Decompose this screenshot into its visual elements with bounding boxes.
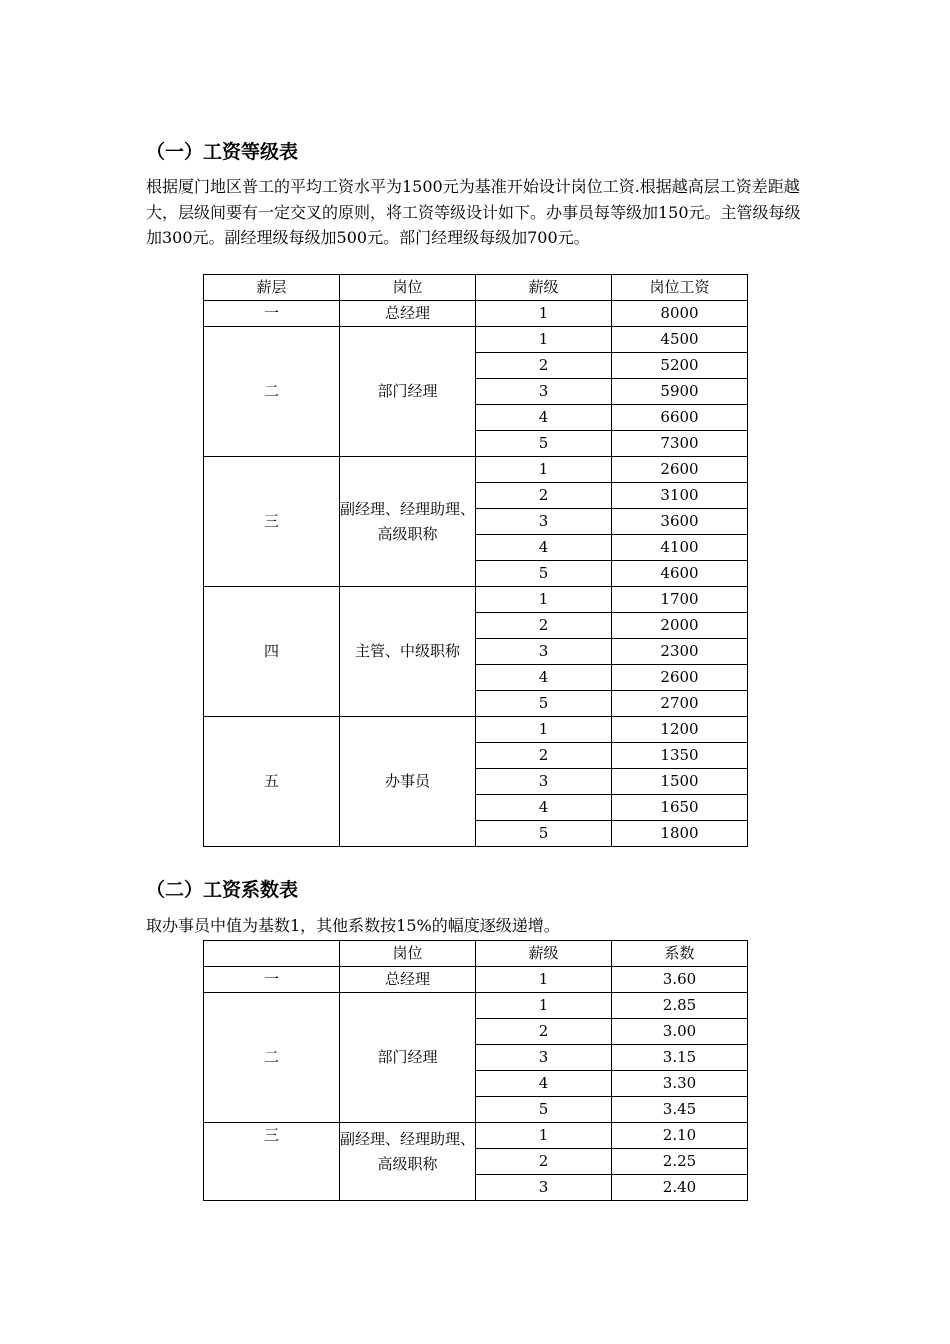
grade-cell: 2 — [476, 353, 612, 379]
grade-cell: 5 — [476, 431, 612, 457]
grade-cell: 3 — [476, 379, 612, 405]
value-cell: 1200 — [612, 717, 748, 743]
value-cell: 3.15 — [612, 1045, 748, 1071]
grade-cell: 5 — [476, 691, 612, 717]
value-cell: 7300 — [612, 431, 748, 457]
column-header: 岗位 — [340, 275, 476, 301]
value-cell: 5900 — [612, 379, 748, 405]
grade-cell: 2 — [476, 1149, 612, 1175]
position-cell: 总经理 — [340, 967, 476, 993]
value-cell: 3600 — [612, 509, 748, 535]
column-header — [204, 941, 340, 967]
value-cell: 3.60 — [612, 967, 748, 993]
column-header: 系数 — [612, 941, 748, 967]
table-row — [204, 717, 748, 743]
grade-cell: 1 — [476, 717, 612, 743]
grade-cell: 2 — [476, 743, 612, 769]
salary-coefficient-table — [203, 940, 748, 1201]
value-cell: 4500 — [612, 327, 748, 353]
value-cell: 1350 — [612, 743, 748, 769]
tier-cell: 一 — [204, 967, 340, 993]
grade-cell: 4 — [476, 1071, 612, 1097]
grade-cell: 4 — [476, 795, 612, 821]
grade-cell: 3 — [476, 1045, 612, 1071]
value-cell: 2.85 — [612, 993, 748, 1019]
column-header: 岗位工资 — [612, 275, 748, 301]
column-header: 岗位 — [340, 941, 476, 967]
tier-cell: 三 — [204, 1123, 340, 1201]
position-cell: 副经理、经理助理、高级职称 — [340, 1123, 476, 1201]
grade-cell: 3 — [476, 769, 612, 795]
grade-cell: 3 — [476, 639, 612, 665]
table-row — [204, 1123, 748, 1149]
value-cell: 2300 — [612, 639, 748, 665]
position-cell: 办事员 — [340, 717, 476, 847]
position-cell: 总经理 — [340, 301, 476, 327]
table-row — [204, 993, 748, 1019]
table-row — [204, 967, 748, 993]
section-1-heading: （一）工资等级表 — [146, 141, 299, 163]
grade-cell: 1 — [476, 457, 612, 483]
tier-cell: 二 — [204, 327, 340, 457]
section-2-paragraph: 取办事员中值为基数1，其他系数按15%的幅度逐级递增。 — [146, 916, 560, 935]
grade-cell: 4 — [476, 405, 612, 431]
salary-grade-table — [203, 274, 748, 847]
position-cell: 副经理、经理助理、高级职称 — [340, 457, 476, 587]
grade-cell: 3 — [476, 509, 612, 535]
value-cell: 3.45 — [612, 1097, 748, 1123]
column-header: 薪级 — [476, 941, 612, 967]
grade-cell: 5 — [476, 821, 612, 847]
grade-cell: 2 — [476, 1019, 612, 1045]
tier-cell: 三 — [204, 457, 340, 587]
column-header: 薪级 — [476, 275, 612, 301]
value-cell: 3100 — [612, 483, 748, 509]
grade-cell: 4 — [476, 535, 612, 561]
grade-cell: 5 — [476, 1097, 612, 1123]
grade-cell: 1 — [476, 587, 612, 613]
value-cell: 4600 — [612, 561, 748, 587]
tier-cell: 五 — [204, 717, 340, 847]
grade-cell: 2 — [476, 613, 612, 639]
tier-cell: 二 — [204, 993, 340, 1123]
value-cell: 3.30 — [612, 1071, 748, 1097]
grade-cell: 2 — [476, 483, 612, 509]
value-cell: 2000 — [612, 613, 748, 639]
grade-cell: 1 — [476, 993, 612, 1019]
column-header: 薪层 — [204, 275, 340, 301]
value-cell: 1650 — [612, 795, 748, 821]
value-cell: 2600 — [612, 457, 748, 483]
position-cell: 主管、中级职称 — [340, 587, 476, 717]
table-row — [204, 457, 748, 483]
grade-cell: 1 — [476, 301, 612, 327]
value-cell: 2.40 — [612, 1175, 748, 1201]
table-row — [204, 327, 748, 353]
value-cell: 4100 — [612, 535, 748, 561]
table-row — [204, 587, 748, 613]
value-cell: 3.00 — [612, 1019, 748, 1045]
position-cell: 部门经理 — [340, 993, 476, 1123]
grade-cell: 3 — [476, 1175, 612, 1201]
grade-cell: 5 — [476, 561, 612, 587]
value-cell: 2.10 — [612, 1123, 748, 1149]
value-cell: 2.25 — [612, 1149, 748, 1175]
section-1-paragraph: 根据厦门地区普工的平均工资水平为1500元为基准开始设计岗位工资.根据越高层工资差距越大，层级间要有一定交叉的原则，将工资等级设计如下。办事员每等级加150元。主管级每级加300元。副经理级每级加500元。部门经理级每级加700元。 — [146, 177, 801, 247]
value-cell: 1800 — [612, 821, 748, 847]
table-row — [204, 301, 748, 327]
value-cell: 5200 — [612, 353, 748, 379]
table-header-row — [204, 275, 748, 301]
grade-cell: 1 — [476, 967, 612, 993]
value-cell: 1500 — [612, 769, 748, 795]
value-cell: 6600 — [612, 405, 748, 431]
value-cell: 1700 — [612, 587, 748, 613]
value-cell: 2700 — [612, 691, 748, 717]
tier-cell: 四 — [204, 587, 340, 717]
position-cell: 部门经理 — [340, 327, 476, 457]
value-cell: 8000 — [612, 301, 748, 327]
grade-cell: 1 — [476, 1123, 612, 1149]
section-2-heading: （二）工资系数表 — [146, 879, 299, 901]
table-header-row — [204, 941, 748, 967]
grade-cell: 4 — [476, 665, 612, 691]
tier-cell: 一 — [204, 301, 340, 327]
grade-cell: 1 — [476, 327, 612, 353]
value-cell: 2600 — [612, 665, 748, 691]
